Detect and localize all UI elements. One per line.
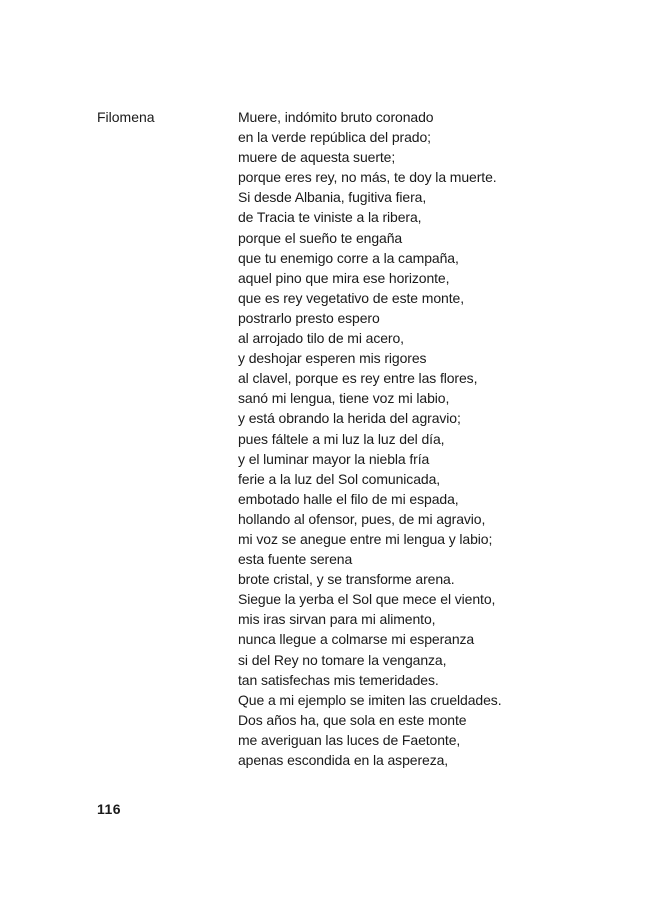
verse-line: de Tracia te viniste a la ribera, (238, 209, 422, 226)
verse-line: porque eres rey, no más, te doy la muerte. (238, 169, 497, 186)
verse-line: aquel pino que mira ese horizonte, (238, 269, 450, 286)
verse-line: mi voz se anegue entre mi lengua y labio; (238, 530, 493, 547)
verse-line: me averiguan las luces de Faetonte, (238, 731, 461, 748)
verse-line: esta fuente serena (238, 551, 353, 568)
verse-line: en la verde república del prado; (238, 129, 431, 146)
verse-line: que es rey vegetativo de este monte, (238, 289, 464, 306)
verse-line: apenas escondida en la aspereza, (238, 752, 449, 768)
verse-line: al clavel, porque es rey entre las flores, (238, 370, 478, 387)
verse-line: pues fáltele a mi luz la luz del día, (238, 430, 445, 447)
verse-line: mis iras sirvan para mi alimento, (238, 611, 436, 628)
verse-line: Que a mi ejemplo se imiten las crueldades. (238, 691, 502, 708)
verse-line: sanó mi lengua, tiene voz mi labio, (238, 390, 450, 407)
verse-line: porque el sueño te engaña (238, 229, 403, 246)
page-number: 116 (97, 801, 122, 817)
verse-line: Siegue la yerba el Sol que mece el viento, (238, 591, 496, 608)
verse-line: postrarlo presto espero (238, 309, 380, 326)
verse-block (238, 107, 501, 770)
verse-line: Si desde Albania, fugitiva fiera, (238, 189, 427, 206)
verse-line: Muere, indómito bruto coronado (238, 109, 434, 125)
verse-line: y está obrando la herida del agravio; (238, 410, 461, 427)
verse-line: y el luminar mayor la niebla fría (238, 450, 430, 467)
verse-line: Dos años ha, que sola en este monte (238, 711, 467, 728)
verse-line: embotado halle el filo de mi espada, (238, 490, 459, 507)
verse-line: tan satisfechas mis temeridades. (238, 671, 439, 688)
verse-line: ferie a la luz del Sol comunicada, (238, 470, 441, 487)
verse-line: muere de aquesta suerte; (238, 149, 396, 166)
verse-line: si del Rey no tomare la venganza, (238, 651, 447, 668)
verse-line: y deshojar esperen mis rigores (238, 350, 427, 367)
speaker-name: Filomena (97, 109, 155, 125)
verse-line: brote cristal, y se transforme arena. (238, 571, 455, 588)
verse-line: hollando al ofensor, pues, de mi agravio, (238, 510, 486, 527)
verse-line: que tu enemigo corre a la campaña, (238, 249, 459, 266)
verse-line: al arrojado tilo de mi acero, (238, 330, 404, 347)
verse-line: nunca llegue a colmarse mi esperanza (238, 631, 475, 648)
